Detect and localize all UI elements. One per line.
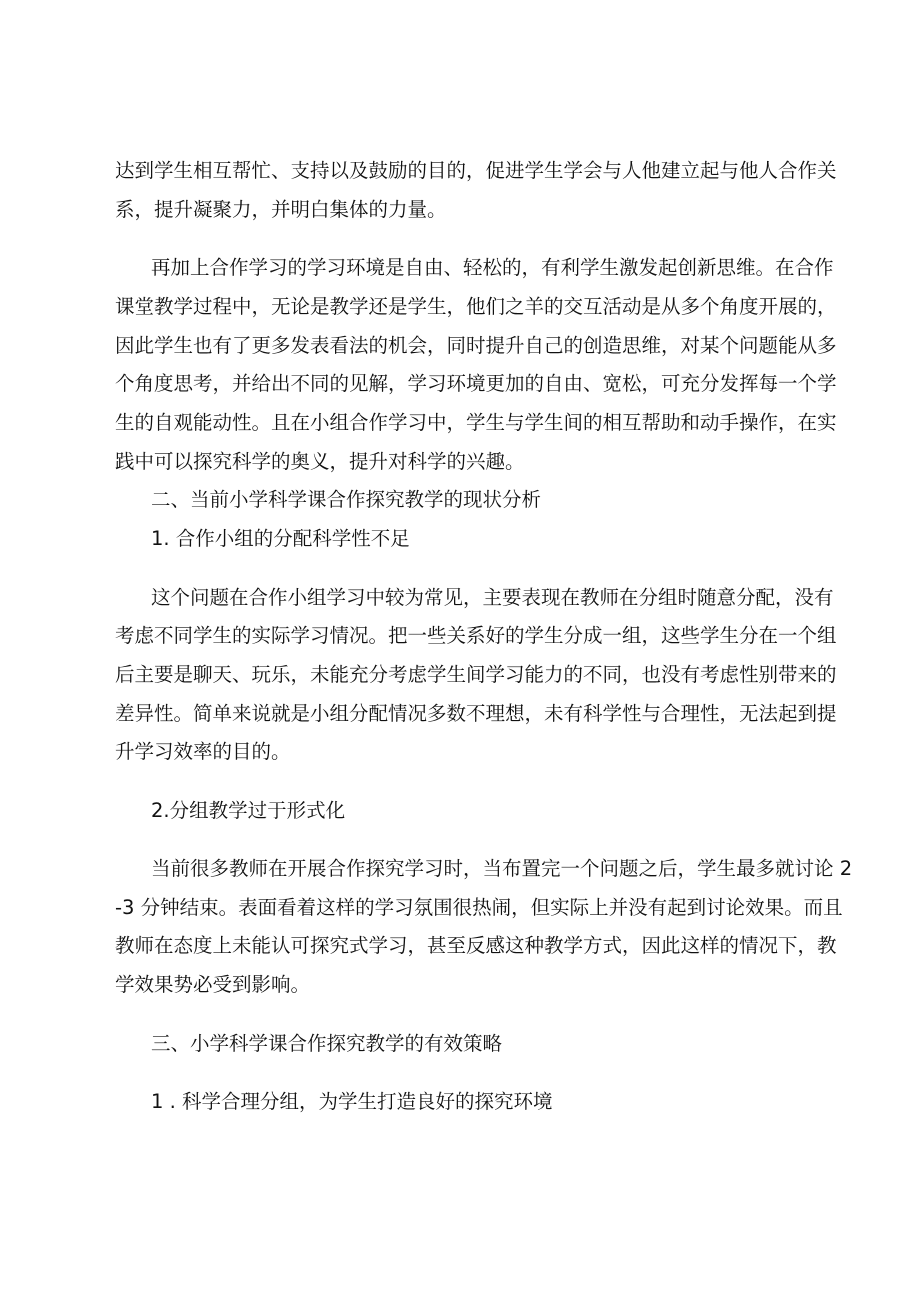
paragraph-3-line-1: 这个问题在合作小组学习中较为常见，主要表现在教师在分组时随意分配，没有 xyxy=(151,586,834,609)
subsection-2-1-heading: 1. 合作小组的分配科学性不足 xyxy=(151,527,410,550)
paragraph-4-line-1: 当前很多教师在开展合作探究学习时，当布置完一个问题之后，学生最多就讨论 2 xyxy=(151,857,853,880)
paragraph-2-line-2: 课堂教学过程中，无论是教学还是学生，他们之羊的交互活动是从多个角度开展的， xyxy=(115,295,837,318)
paragraph-1-line-1: 达到学生相互帮忙、支持以及鼓励的目的，促进学生学会与人他建立起与他人合作关 xyxy=(115,159,837,182)
paragraph-2-line-6: 践中可以探究科学的奥义，提升对科学的兴趣。 xyxy=(115,450,525,473)
paragraph-2-line-5: 生的自观能动性。且在小组合作学习中，学生与学生间的相互帮助和动手操作，在实 xyxy=(115,411,837,434)
paragraph-3-line-2: 考虑不同学生的实际学习情况。把一些关系好的学生分成一组，这些学生分在一个组 xyxy=(115,624,837,647)
section-3-heading: 三、小学科学课合作探究教学的有效策略 xyxy=(151,1032,503,1055)
paragraph-1-line-2: 系，提升凝聚力，并明白集体的力量。 xyxy=(115,198,447,221)
paragraph-4-line-3: 教师在态度上未能认可探究式学习，甚至反感这种教学方式，因此这样的情况下，教 xyxy=(115,934,837,957)
paragraph-2-line-1: 再加上合作学习的学习环境是自由、轻松的，有利学生激发起创新思维。在合作 xyxy=(151,256,834,279)
section-2-heading: 二、当前小学科学课合作探究教学的现状分析 xyxy=(151,488,542,511)
paragraph-4-line-4: 学效果势必受到影响。 xyxy=(115,973,311,996)
subsection-3-1-heading: 1 . 科学合理分组，为学生打造良好的探究环境 xyxy=(151,1090,553,1113)
paragraph-3-line-4: 差异性。简单来说就是小组分配情况多数不理想，未有科学性与合理性，无法起到提 xyxy=(115,702,837,725)
paragraph-3-line-5: 升学习效率的目的。 xyxy=(115,740,291,763)
paragraph-4-line-2: -3 分钟结束。表面看着这样的学习氛围很热闹，但实际上并没有起到讨论效果。而且 xyxy=(115,896,843,919)
paragraph-3-line-3: 后主要是聊天、玩乐，未能充分考虑学生间学习能力的不同，也没有考虑性别带来的 xyxy=(115,663,837,686)
paragraph-2-line-4: 个角度思考，并给出不同的见解，学习环境更加的自由、宽松，可充分发挥每一个学 xyxy=(115,372,837,395)
paragraph-2-line-3: 因此学生也有了更多发表看法的机会，同时提升自己的创造思维，对某个问题能从多 xyxy=(115,334,837,357)
subsection-2-2-heading: 2.分组教学过于形式化 xyxy=(151,799,346,822)
